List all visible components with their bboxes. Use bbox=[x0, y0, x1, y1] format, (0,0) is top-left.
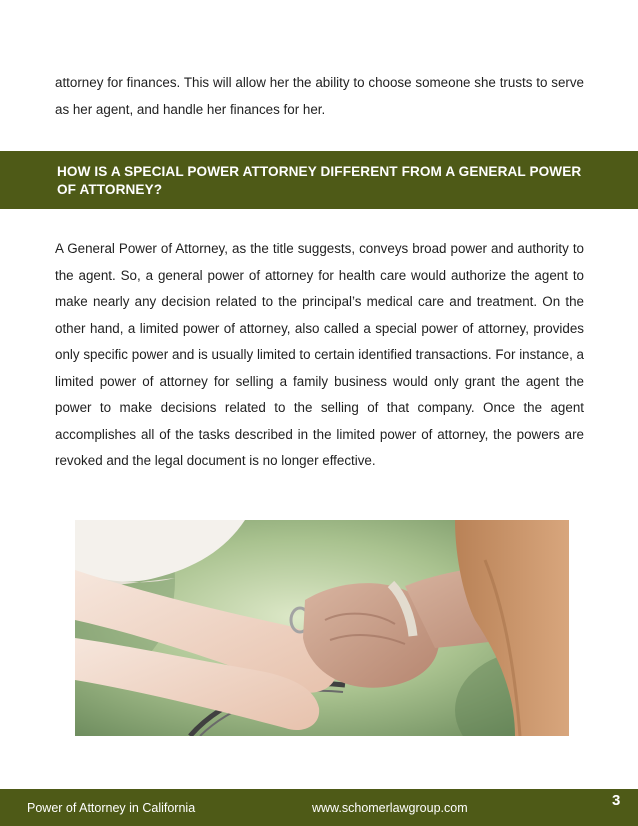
hands-photo-illustration bbox=[75, 520, 569, 736]
intro-paragraph: attorney for finances. This will allow her the ability to choose someone she trusts to serve as her agent, and handle her finances for her. bbox=[55, 75, 584, 117]
footer-website: www.schomerlawgroup.com bbox=[312, 801, 468, 815]
page-number: 3 bbox=[612, 792, 621, 809]
footer-document-title: Power of Attorney in California bbox=[27, 801, 196, 815]
section-heading: HOW IS A SPECIAL POWER ATTORNEY DIFFERENT FROM A GENERAL POWER OF ATTORNEY? bbox=[57, 164, 582, 197]
section-heading-banner bbox=[0, 151, 638, 209]
footer-bar bbox=[0, 789, 638, 826]
body-paragraph: A General Power of Attorney, as the title suggests, conveys broad power and authority to the agent. So, a general power of attorney for health care would authorize the agent to make nearly any decision related to the principal’s medical care and treatment. On the other hand, a limited power of attorney, also called a special power of attorney, provides only specific power and is usually limited to certain identified transactions. For instance, a limited power of attorney for selling a family business would only grant the agent the power to make decisions related to the selling of that company. Once the agent accomplishes all of the tasks described in the limited power of attorney, the powers are revoked and the legal document is no longer effective. bbox=[55, 241, 584, 468]
hands-photo bbox=[75, 520, 569, 736]
